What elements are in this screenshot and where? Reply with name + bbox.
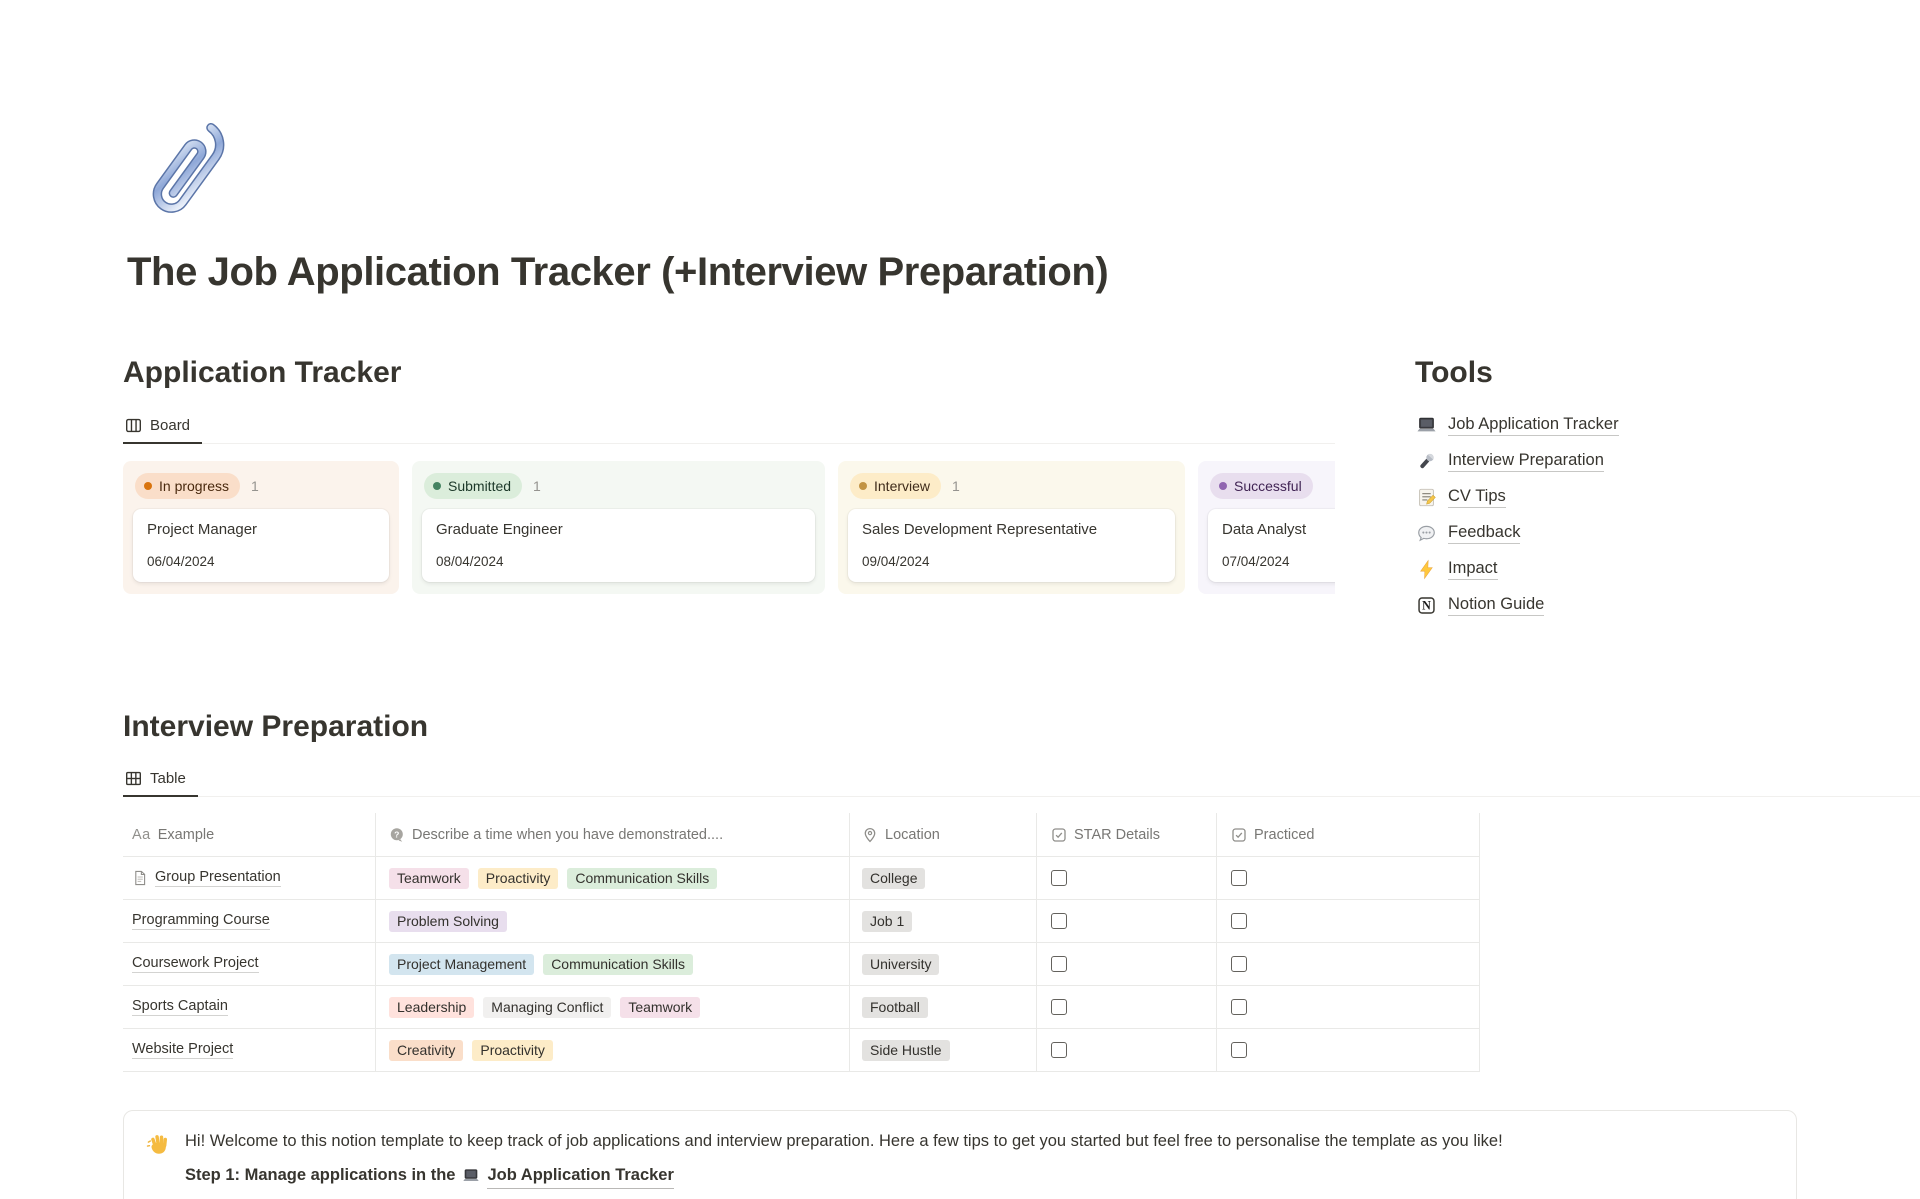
board-column-header[interactable] — [133, 471, 389, 499]
star-details-cell — [1037, 1029, 1217, 1071]
skills-cell[interactable] — [376, 857, 850, 899]
status-pill — [424, 473, 522, 499]
callout-text: Hi! Welcome to this notion template to keep track of job applications and interview preparation. Here a few tips to get you started but feel free to personalise the template as you like! — [185, 1132, 1503, 1150]
location-tag[interactable]: Side Hustle — [862, 1040, 950, 1061]
column-header-example[interactable]: Aa Example — [123, 813, 376, 856]
skill-tag[interactable]: Communication Skills — [543, 954, 693, 975]
location-cell[interactable] — [850, 986, 1037, 1028]
table-tab-bar — [123, 765, 1920, 797]
tools-link-cv-tips[interactable] — [1415, 480, 1815, 516]
column-header-location[interactable]: Location — [850, 813, 1037, 856]
tools-link-label: CV Tips — [1448, 487, 1506, 508]
table-row — [123, 1029, 1480, 1072]
table-row — [123, 943, 1480, 986]
skills-cell[interactable] — [376, 943, 850, 985]
board-tab-bar — [123, 412, 1335, 444]
status-label: Interview — [874, 477, 931, 494]
star-details-checkbox[interactable] — [1051, 999, 1067, 1015]
tools-link-label: Job Application Tracker — [1448, 415, 1619, 436]
row-title: Programming Course — [132, 912, 270, 928]
example-cell[interactable] — [123, 900, 376, 942]
microphone-icon — [1415, 451, 1437, 473]
practiced-cell — [1217, 900, 1480, 942]
column-count: 1 — [533, 477, 541, 494]
status-pill — [1210, 473, 1313, 499]
step1-prefix: Step 1: Manage applications in the — [185, 1166, 456, 1185]
practiced-checkbox[interactable] — [1231, 956, 1247, 972]
star-details-checkbox[interactable] — [1051, 1042, 1067, 1058]
card-title: Graduate Engineer — [436, 520, 563, 538]
row-title: Group Presentation — [155, 869, 281, 885]
practiced-cell — [1217, 943, 1480, 985]
status-label: Successful — [1234, 477, 1302, 494]
card-title: Sales Development Representative — [862, 520, 1098, 538]
example-cell[interactable] — [123, 857, 376, 899]
column-header-star-details[interactable]: STAR Details — [1037, 813, 1217, 856]
document-icon — [132, 870, 148, 886]
checkbox-icon — [1051, 827, 1067, 843]
status-label: In progress — [159, 477, 230, 494]
location-tag[interactable]: Job 1 — [862, 911, 912, 932]
skill-tag[interactable]: Problem Solving — [389, 911, 507, 932]
board-column-submitted — [412, 461, 825, 594]
practiced-checkbox[interactable] — [1231, 913, 1247, 929]
tools-link-job-application-tracker[interactable] — [1415, 408, 1815, 444]
tools-link-feedback[interactable] — [1415, 516, 1815, 552]
skill-tag[interactable]: Creativity — [389, 1040, 463, 1061]
skill-tag[interactable]: Teamwork — [620, 997, 700, 1018]
board-column-header[interactable] — [1208, 471, 1335, 499]
table-row — [123, 857, 1480, 900]
page-title: The Job Application Tracker (+Interview Preparation) — [127, 250, 1109, 294]
board-icon — [125, 417, 142, 434]
skills-cell[interactable] — [376, 986, 850, 1028]
practiced-checkbox[interactable] — [1231, 1042, 1247, 1058]
star-details-checkbox[interactable] — [1051, 913, 1067, 929]
star-details-cell — [1037, 900, 1217, 942]
svg-text:N: N — [1421, 598, 1431, 613]
column-header-describe[interactable]: ? Describe a time when you have demonstrated.... — [376, 813, 850, 856]
checkbox-icon — [1231, 827, 1247, 843]
practiced-cell — [1217, 1029, 1480, 1071]
tab-board[interactable] — [123, 412, 202, 444]
practiced-cell — [1217, 857, 1480, 899]
interview-prep-table — [123, 813, 1480, 1072]
location-tag[interactable]: Football — [862, 997, 928, 1018]
card-date: 08/04/2024 — [436, 553, 504, 569]
welcome-callout — [123, 1110, 1797, 1199]
row-title: Sports Captain — [132, 998, 228, 1014]
row-title: Website Project — [132, 1041, 234, 1057]
lightning-icon — [1415, 559, 1437, 581]
tools-link-label: Impact — [1448, 559, 1498, 580]
column-count: 1 — [952, 477, 960, 494]
notion-logo-icon — [1415, 595, 1437, 617]
status-dot-icon — [144, 482, 152, 490]
board-card[interactable] — [133, 509, 389, 582]
star-details-cell — [1037, 943, 1217, 985]
example-cell[interactable] — [123, 1029, 376, 1071]
skill-tag[interactable]: Proactivity — [472, 1040, 553, 1061]
speech-balloon-icon — [1415, 523, 1437, 545]
interview-preparation-heading: Interview Preparation — [123, 709, 429, 743]
laptop-icon — [1415, 415, 1437, 437]
star-details-checkbox[interactable] — [1051, 956, 1067, 972]
tools-section — [1415, 354, 1815, 624]
table-row — [123, 986, 1480, 1029]
callout-step1 — [185, 1162, 1503, 1190]
application-tracker-heading: Application Tracker — [123, 356, 402, 389]
aa-icon: Aa — [132, 826, 151, 843]
board-card[interactable] — [848, 509, 1175, 582]
board-column-header[interactable] — [422, 471, 815, 499]
question-bubble-icon — [389, 827, 405, 843]
practiced-cell — [1217, 986, 1480, 1028]
status-dot-icon — [859, 482, 867, 490]
location-cell[interactable] — [850, 943, 1037, 985]
board-card[interactable] — [422, 509, 815, 582]
tools-link-label: Feedback — [1448, 523, 1520, 544]
card-title: Data Analyst — [1222, 520, 1307, 538]
waving-hand-icon — [146, 1131, 172, 1189]
card-title: Project Manager — [147, 520, 258, 538]
tools-heading: Tools — [1415, 356, 1493, 389]
location-cell[interactable] — [850, 857, 1037, 899]
location-cell[interactable] — [850, 1029, 1037, 1071]
tab-board-label: Board — [150, 416, 191, 434]
column-header-practiced[interactable]: Practiced — [1217, 813, 1480, 856]
card-date: 07/04/2024 — [1222, 553, 1290, 569]
status-pill — [850, 473, 941, 499]
location-tag[interactable]: University — [862, 954, 939, 975]
status-dot-icon — [1219, 482, 1227, 490]
tab-table[interactable] — [123, 765, 198, 797]
practiced-checkbox[interactable] — [1231, 870, 1247, 886]
table-row — [123, 900, 1480, 943]
skills-cell[interactable] — [376, 900, 850, 942]
skill-tag[interactable]: Leadership — [389, 997, 474, 1018]
column-count: 1 — [251, 477, 259, 494]
skills-cell[interactable] — [376, 1029, 850, 1071]
board-column-in-progress — [123, 461, 399, 594]
example-cell[interactable] — [123, 943, 376, 985]
laptop-icon — [462, 1167, 480, 1185]
skill-tag[interactable]: Communication Skills — [567, 868, 717, 889]
paperclip-icon[interactable] — [125, 106, 237, 232]
board-column-interview — [838, 461, 1185, 594]
tab-table-label: Table — [150, 770, 186, 787]
star-details-checkbox[interactable] — [1051, 870, 1067, 886]
skill-tag[interactable]: Teamwork — [389, 868, 469, 889]
star-details-cell — [1037, 986, 1217, 1028]
card-date: 06/04/2024 — [147, 553, 215, 569]
location-pin-icon — [862, 827, 878, 843]
location-cell[interactable] — [850, 900, 1037, 942]
status-pill — [135, 473, 240, 499]
memo-icon — [1415, 487, 1437, 509]
svg-text:?: ? — [394, 828, 400, 839]
table-header-row — [123, 813, 1480, 857]
table-icon — [125, 770, 142, 787]
status-dot-icon — [433, 482, 441, 490]
skill-tag[interactable]: Proactivity — [478, 868, 559, 889]
row-title: Coursework Project — [132, 955, 259, 971]
tools-link-impact[interactable] — [1415, 552, 1815, 588]
board-column-successful — [1198, 461, 1335, 594]
status-label: Submitted — [448, 477, 512, 494]
tools-link-label: Interview Preparation — [1448, 451, 1604, 472]
location-tag[interactable]: College — [862, 868, 925, 889]
star-details-cell — [1037, 857, 1217, 899]
tools-link-label: Notion Guide — [1448, 595, 1544, 616]
skill-tag[interactable]: Managing Conflict — [483, 997, 611, 1018]
tools-link-notion-guide[interactable] — [1415, 588, 1815, 624]
skill-tag[interactable]: Project Management — [389, 954, 534, 975]
tools-link-interview-preparation[interactable] — [1415, 444, 1815, 480]
step1-link[interactable]: Job Application Tracker — [487, 1162, 673, 1190]
example-cell[interactable] — [123, 986, 376, 1028]
card-date: 09/04/2024 — [862, 553, 930, 569]
board-card[interactable] — [1208, 509, 1335, 582]
kanban-board — [123, 461, 1335, 594]
practiced-checkbox[interactable] — [1231, 999, 1247, 1015]
board-column-header[interactable] — [848, 471, 1175, 499]
